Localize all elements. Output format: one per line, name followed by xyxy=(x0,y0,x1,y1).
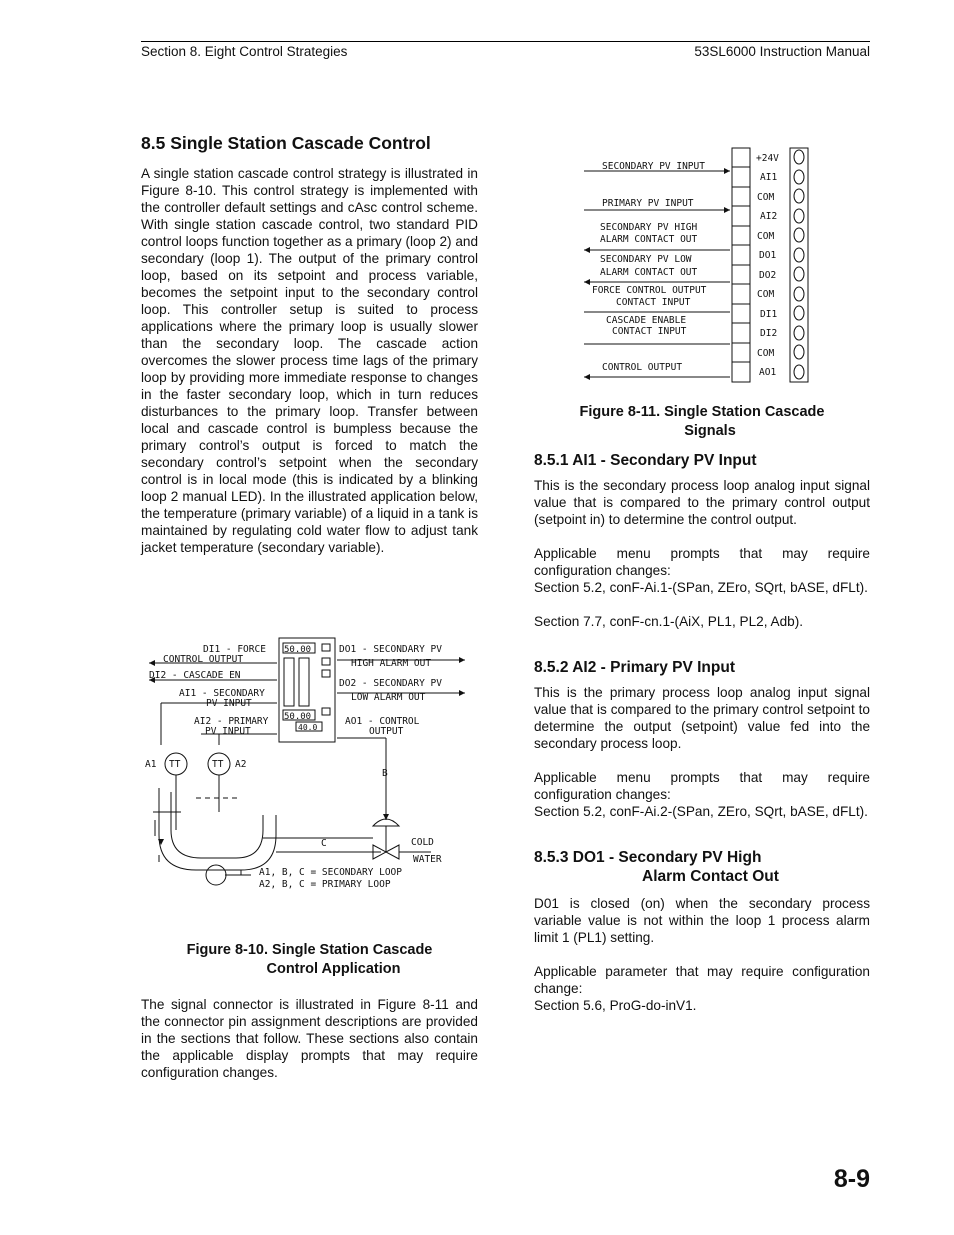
label-do1: DO1 - SECONDARY PV xyxy=(339,644,442,655)
signal-cascade-enable-a: CASCADE ENABLE xyxy=(606,315,687,326)
display-2: 50.00 xyxy=(284,712,312,722)
section-8-5-2-body xyxy=(534,684,870,820)
signal-high-alarm-b: ALARM CONTACT OUT xyxy=(600,234,698,245)
pin-6: DO2 xyxy=(759,270,777,281)
figure-8-10-diagram xyxy=(141,630,478,900)
figure-8-11-caption-line2: Signals xyxy=(684,423,736,439)
label-ai2: AI2 - PRIMARY xyxy=(194,716,269,727)
figure-8-10-caption-line2: Control Application xyxy=(266,961,401,977)
figure-8-11-caption-line1: Figure 8-11. Single Station Cascade xyxy=(579,404,825,420)
signal-low-alarm-a: SECONDARY PV LOW xyxy=(600,254,692,265)
section-8-5-2-prompts-intro: Applicable menu prompts that may require configuration changes: xyxy=(534,770,870,802)
pin-9: DI2 xyxy=(760,328,778,339)
section-8-5-3-text: D01 is closed (on) when the secondary process variable value is not within the loop 1 process alarm limit 1 (PL1) setting. xyxy=(534,896,870,945)
section-8-5-3-prompts-intro: Applicable parameter that may require configuration change: xyxy=(534,964,870,996)
section-8-5-1-prompt-1: Section 5.2, conF-Ai.1-(SPan, ZEro, SQrt, bASE, dFLt). xyxy=(534,580,868,595)
label-ai1b: PV INPUT xyxy=(206,698,252,709)
section-8-5-3-heading-line2: Alarm Contact Out xyxy=(642,868,779,885)
label-do1b: HIGH ALARM OUT xyxy=(351,658,432,669)
signal-control-output: CONTROL OUTPUT xyxy=(602,362,683,373)
signal-force-output-a: FORCE CONTROL OUTPUT xyxy=(592,285,707,296)
section-8-5-2-text: This is the primary process loop analog input signal value that is compared to the primary control setpoint to determine the output (setpoint) value fed into the secondary process loop. xyxy=(534,685,870,751)
display-1: 50.00 xyxy=(284,645,312,655)
pin-11: AO1 xyxy=(759,367,777,378)
section-8-5-1-text: This is the secondary process loop analog input signal value that is compared to the primary control output (setpoint in) to determine the control output. xyxy=(534,478,870,527)
label-c: C xyxy=(321,838,327,849)
section-8-5-paragraph: A single station cascade control strategy is illustrated in Figure 8-10. This control strategy is implemented with the controller default settings and cAsc control scheme. With single station cascade control, two standard PID control loops function together as a primary (loop 2) and secondary (loop 1). The output of the primary control loop, based on its setpoint and process variable, becomes the setpoint input to the secondary control loop. This controller setup is suited to process applications where the primary loop is usually slower than the secondary loop. The cascade action overcomes the slower process time lags of the primary loop by providing more immediate response to changes in the faster secondary loop, which in turn reduces disturbances to the primary loop. Transfer between local and cascade control is bumpless because the primary control’s output is forced to match the secondary control’s setpoint when the secondary control is in local mode (this is indicated by a blinking loop 2 manual LED). In the illustrated application below, the temperature (primary variable) of a liquid in a tank is maintained by regulating cold water flow to adjust tank jacket temperature (secondary variable). xyxy=(141,166,479,555)
label-legend-2: A2, B, C = PRIMARY LOOP xyxy=(259,879,391,890)
label-cold: COLD xyxy=(411,837,434,848)
label-ai2b: PV INPUT xyxy=(205,726,251,737)
label-di1: DI1 - FORCE xyxy=(203,644,266,655)
label-water: WATER xyxy=(413,854,442,865)
section-8-5-3-body xyxy=(534,895,870,1014)
signal-low-alarm-b: ALARM CONTACT OUT xyxy=(600,267,698,278)
signal-force-output-b: CONTACT INPUT xyxy=(616,297,691,308)
display-3: 40.0 xyxy=(298,723,318,732)
pin-3: AI2 xyxy=(760,211,778,222)
section-8-5-1-prompts-intro: Applicable menu prompts that may require configuration changes: xyxy=(534,546,870,578)
section-8-5-3-heading-line1: 8.5.3 DO1 - Secondary PV High xyxy=(534,849,762,866)
label-b: B xyxy=(382,768,388,779)
section-8-5-2-heading: 8.5.2 AI2 - Primary PV Input xyxy=(534,659,735,676)
pin-5: DO1 xyxy=(759,250,777,261)
pin-2: COM xyxy=(757,192,775,203)
figure-8-11-caption xyxy=(534,403,870,441)
label-do2: DO2 - SECONDARY PV xyxy=(339,678,442,689)
section-8-5-heading: 8.5 Single Station Cascade Control xyxy=(141,133,431,153)
page-number: 8-9 xyxy=(833,1165,870,1193)
label-a1: A1 xyxy=(145,759,157,770)
figure-8-10-caption xyxy=(141,941,478,979)
header-manual-title: 53SL6000 Instruction Manual xyxy=(694,44,870,59)
pin-4: COM xyxy=(757,231,775,242)
pin-1: AI1 xyxy=(760,172,778,183)
section-8-5-3-heading xyxy=(534,848,779,886)
header-section-title: Section 8. Eight Control Strategies xyxy=(141,44,348,59)
pin-10: COM xyxy=(757,348,775,359)
label-ao1b: OUTPUT xyxy=(369,726,404,737)
label-di2: DI2 - CASCADE EN xyxy=(149,670,241,681)
section-8-5-2-prompt-1: Section 5.2, conF-Ai.2-(SPan, ZEro, SQrt, bASE, dFLt). xyxy=(534,804,868,819)
signal-high-alarm-a: SECONDARY PV HIGH xyxy=(600,222,698,233)
section-8-5-1-prompt-2: Section 7.7, conF-cn.1-(AiX, PL1, PL2, Adb). xyxy=(534,614,803,629)
label-ao1: AO1 - CONTROL xyxy=(345,716,420,727)
connector-paragraph-text: The signal connector is illustrated in Figure 8-11 and the connector pin assignment descriptions are provided in the sections that follow. These sections also contain the applicable display prompts that may require configuration changes. xyxy=(141,997,478,1080)
label-legend-1: A1, B, C = SECONDARY LOOP xyxy=(259,867,402,878)
figure-8-11-diagram xyxy=(580,144,812,386)
section-8-5-body xyxy=(141,165,478,556)
connector-paragraph xyxy=(141,996,478,1081)
section-8-5-1-heading: 8.5.1 AI1 - Secondary PV Input xyxy=(534,452,757,469)
pin-0: +24V xyxy=(756,153,779,164)
label-di1b: CONTROL OUTPUT xyxy=(163,654,244,665)
label-do2b: LOW ALARM OUT xyxy=(351,692,426,703)
pin-8: DI1 xyxy=(760,309,778,320)
signal-secondary-pv-input: SECONDARY PV INPUT xyxy=(602,161,705,172)
label-a2: A2 xyxy=(235,759,247,770)
label-ai1: AI1 - SECONDARY xyxy=(179,688,265,699)
label-tt1: TT xyxy=(169,759,181,770)
figure-8-10-caption-line1: Figure 8-10. Single Station Cascade xyxy=(186,942,433,958)
pin-7: COM xyxy=(757,289,775,300)
signal-primary-pv-input: PRIMARY PV INPUT xyxy=(602,198,694,209)
header-rule xyxy=(141,41,870,42)
section-8-5-3-prompt-1: Section 5.6, ProG-do-inV1. xyxy=(534,998,697,1013)
signal-cascade-enable-b: CONTACT INPUT xyxy=(612,326,687,337)
label-tt2: TT xyxy=(212,759,224,770)
section-8-5-1-body xyxy=(534,477,870,630)
